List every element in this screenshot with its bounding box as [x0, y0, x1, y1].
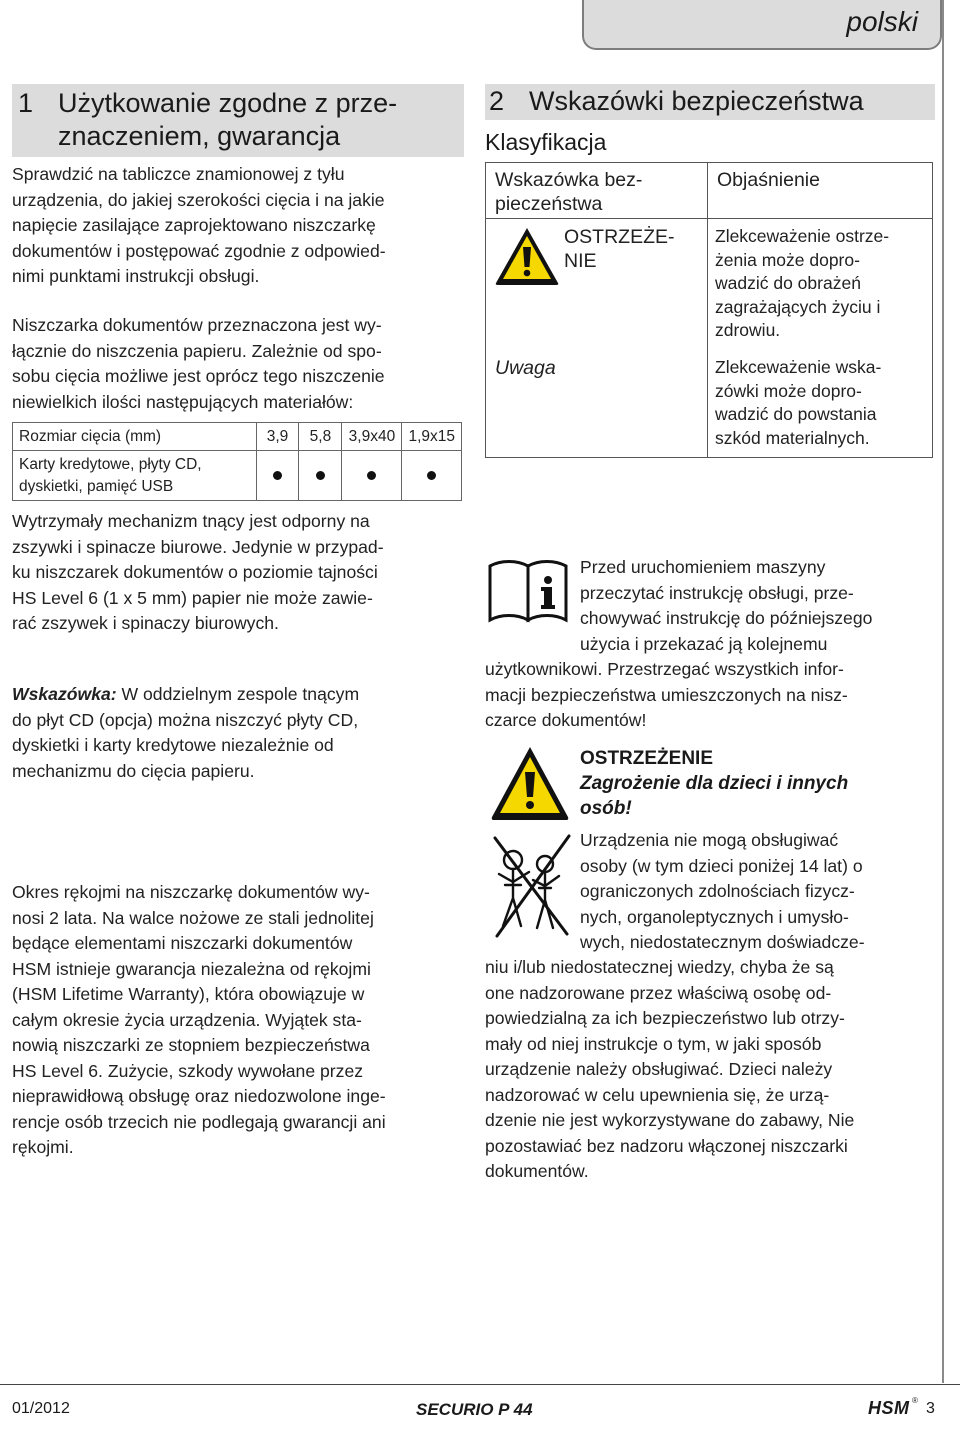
text-line: urządzenia, do jakiej szerokości cięcia i na jakie: [12, 189, 385, 210]
text-line: HSM istnieje gwarancja niezależna od rękojmi: [12, 958, 371, 979]
bullet-dot-icon: [273, 471, 282, 480]
text-line: mały od niej instrukcje o tym, w jaki sposób: [485, 1033, 822, 1054]
warning-line: OSTRZEŻE-: [564, 226, 675, 248]
text-line: wadzić do obrażeń: [715, 273, 861, 293]
warning-subtitle: osób!: [580, 798, 632, 819]
bullet-dot-icon: [367, 471, 376, 480]
text-line: niewielkich ilości następujących materiałów:: [12, 391, 354, 412]
text-line: rękojmi.: [12, 1137, 74, 1157]
text-line: chowywać instrukcję do późniejszego: [580, 608, 873, 628]
text-line: zszywki i spinacze biurowe. Jedynie w przypad-: [12, 536, 384, 557]
cut-size-table: [12, 422, 462, 501]
text-line: czarce dokumentów!: [485, 710, 647, 730]
text-line: Wytrzymały mechanizm tnący jest odporny na: [12, 511, 370, 531]
text-line: HS Level 6 (1 x 5 mm) papier nie może zawie-: [12, 587, 373, 608]
manual-paragraph-wrapped: [580, 555, 940, 657]
section-2-heading: [485, 84, 935, 120]
warning-level-label: [564, 225, 675, 273]
header-line: pieczeństwa: [495, 193, 603, 215]
brand-logo: HSM: [868, 1398, 910, 1418]
caution-explanation: [715, 356, 881, 450]
table-divider: [486, 218, 932, 219]
table-row-label: [13, 451, 257, 501]
text-line: powiedzialną za ich bezpieczeństwo lub otrzy-: [485, 1008, 845, 1028]
classification-col2-header: Objaśnienie: [717, 169, 820, 191]
row-label-line: Karty kredytowe, płyty CD,: [19, 455, 202, 473]
warning-triangle-icon: [489, 744, 571, 822]
table-header-cell: 3,9x40: [342, 423, 402, 451]
text-line: Zlekceważenie wska-: [715, 357, 882, 377]
classification-subtitle: Klasyfikacja: [485, 129, 607, 155]
warning-subtitle: Zagrożenie dla dzieci i innych: [580, 773, 849, 794]
staples-paragraph: [12, 509, 464, 637]
note-text: W oddzielnym zespole tnącym: [116, 684, 360, 704]
table-header-row: [13, 423, 462, 451]
text-line: niu i/lub niedostatecznej wiedzy, chyba że są: [485, 957, 834, 977]
text-line: nych, organoleptycznych i umysło-: [580, 906, 849, 927]
text-line: pozostawiać bez nadzoru włączonej niszczarki: [485, 1135, 848, 1156]
note-label: Wskazówka:: [12, 684, 117, 704]
text-line: Sprawdzić na tabliczce znamionowej z tyłu: [12, 164, 345, 184]
text-line: Urządzenia nie mogą obsługiwać: [580, 830, 839, 850]
bullet-dot-icon: [427, 471, 436, 480]
no-children-icon: [489, 830, 573, 942]
text-line: nimi punktami instrukcji obsługi.: [12, 266, 260, 286]
text-line: zagrażających życiu i: [715, 296, 881, 317]
table-header-cell: Rozmiar cięcia (mm): [13, 423, 257, 451]
text-line: napięcie zasilające zaprojektowano niszczarkę: [12, 215, 376, 235]
read-manual-icon: [487, 558, 569, 624]
table-header-cell: 1,9x15: [402, 423, 462, 451]
section-2: [485, 84, 935, 156]
text-line: dokumentów i postępować zgodnie z odpowied-: [12, 240, 386, 261]
section-1-number: 1: [18, 88, 34, 118]
text-line: rencje osób trzecich nie podlegają gwarancji ani: [12, 1111, 386, 1132]
note-paragraph: [12, 682, 464, 784]
text-line: one nadzorowane przez właściwą osobę od-: [485, 982, 832, 1003]
text-line: ograniczonych zdolnościach fizycz-: [580, 881, 855, 901]
section-1: [12, 84, 464, 157]
text-line: całym okresie życia urządzenia. Wyjątek sta-: [12, 1009, 362, 1030]
text-line: dokumentów.: [485, 1161, 589, 1181]
section-2-title: Wskazówki bezpieczeństwa: [529, 86, 864, 116]
text-line: Przed uruchomieniem maszyny: [580, 557, 826, 577]
warning-line: NIE: [564, 250, 597, 272]
row-label-line: dyskietki, pamięć USB: [19, 477, 174, 495]
table-row: [13, 451, 462, 501]
text-line: szkód materialnych.: [715, 427, 870, 448]
text-line: wych, niedostatecznym doświadcze-: [580, 932, 865, 952]
section-1-heading: [12, 84, 464, 157]
text-line: dzenie nie jest wykorzystywane do zabawy, Nie: [485, 1110, 855, 1130]
text-line: nadzorować w celu upewnienia się, że urzą-: [485, 1084, 830, 1105]
page-number: 3: [926, 1400, 935, 1417]
table-header-cell: 3,9: [256, 423, 299, 451]
text-line: osoby (w tym dzieci poniżej 14 lat) o: [580, 855, 863, 876]
section-1-title-line1: Użytkowanie zgodne z prze-: [58, 88, 398, 118]
text-line: urządzenie należy obsługiwać. Dzieci należy: [485, 1059, 833, 1079]
registered-mark-icon: ®: [912, 1396, 918, 1405]
language-label: polski: [846, 6, 918, 37]
text-line: nowią niszczarki ze stopniem bezpieczeństwa: [12, 1035, 370, 1055]
text-line: przeczytać instrukcję obsługi, prze-: [580, 582, 854, 603]
text-line: nieprawidłową obsługę oraz niedozwolone inge-: [12, 1086, 386, 1106]
text-line: rać zszywek i spinaczy biurowych.: [12, 613, 279, 633]
caution-level-label: Uwaga: [495, 357, 556, 379]
children-paragraph-full: [485, 955, 940, 1185]
usage-paragraph: [12, 313, 464, 415]
manual-paragraph-full: [485, 657, 940, 734]
table-cell: [402, 451, 462, 501]
bullet-dot-icon: [316, 471, 325, 480]
warning-title: OSTRZEŻENIE: [580, 748, 714, 769]
text-line: nosi 2 lata. Na walce nożowe ze stali jednolitej: [12, 907, 374, 928]
warning-triangle-icon: [493, 225, 561, 287]
table-header-cell: 5,8: [299, 423, 342, 451]
warning-explanation: [715, 225, 889, 343]
text-line: użytkownikowi. Przestrzegać wszystkich infor-: [485, 659, 844, 679]
text-line: łącznie do niszczenia papieru. Zależnie od spo-: [12, 340, 382, 361]
table-cell: [256, 451, 299, 501]
text-line: Zlekceważenie ostrze-: [715, 226, 890, 246]
text-line: mechanizmu do cięcia papieru.: [12, 760, 255, 781]
text-line: żenia może dopro-: [715, 249, 860, 270]
text-line: (HSM Lifetime Warranty), która obowiązuje w: [12, 984, 365, 1004]
header-line: Wskazówka bez-: [495, 169, 643, 191]
text-line: sobu cięcia możliwe jest oprócz tego niszczenie: [12, 366, 385, 386]
intro-paragraph: [12, 162, 464, 290]
text-line: będące elementami niszczarki dokumentów: [12, 933, 353, 953]
table-divider: [707, 163, 708, 457]
text-line: wadzić do powstania: [715, 404, 877, 424]
text-line: do płyt CD (opcja) można niszczyć płyty CD,: [12, 709, 359, 730]
children-paragraph-wrapped: [580, 828, 940, 956]
footer-date: 01/2012: [12, 1400, 70, 1417]
text-line: zówki może dopro-: [715, 380, 862, 401]
text-line: ku niszczarek dokumentów o poziomie tajności: [12, 562, 378, 582]
section-1-title-line2: znaczeniem, gwarancja: [58, 121, 341, 151]
text-line: zdrowiu.: [715, 320, 781, 340]
text-line: macji bezpieczeństwa umieszczonych na nisz-: [485, 684, 848, 705]
text-line: Okres rękojmi na niszczarkę dokumentów wy-: [12, 882, 370, 902]
text-line: użycia i przekazać ją kolejnemu: [580, 633, 828, 654]
section-2-number: 2: [489, 86, 505, 116]
children-warning-heading: [580, 746, 940, 821]
footer-model: SECURIO P 44: [416, 1400, 533, 1419]
footer-rule: [0, 1384, 960, 1385]
text-line: HS Level 6. Zużycie, szkody wywołane przez: [12, 1060, 364, 1081]
text-line: dyskietki i karty kredytowe niezależnie od: [12, 735, 334, 755]
classification-col1-header: [495, 168, 642, 216]
text-line: [12, 682, 464, 708]
text-line: Niszczarka dokumentów przeznaczona jest wy-: [12, 315, 382, 335]
language-tab: [582, 0, 942, 50]
table-cell: [342, 451, 402, 501]
warranty-paragraph: [12, 880, 464, 1161]
table-cell: [299, 451, 342, 501]
page-edge-rule: [942, 0, 944, 1383]
classification-table: [485, 162, 933, 458]
